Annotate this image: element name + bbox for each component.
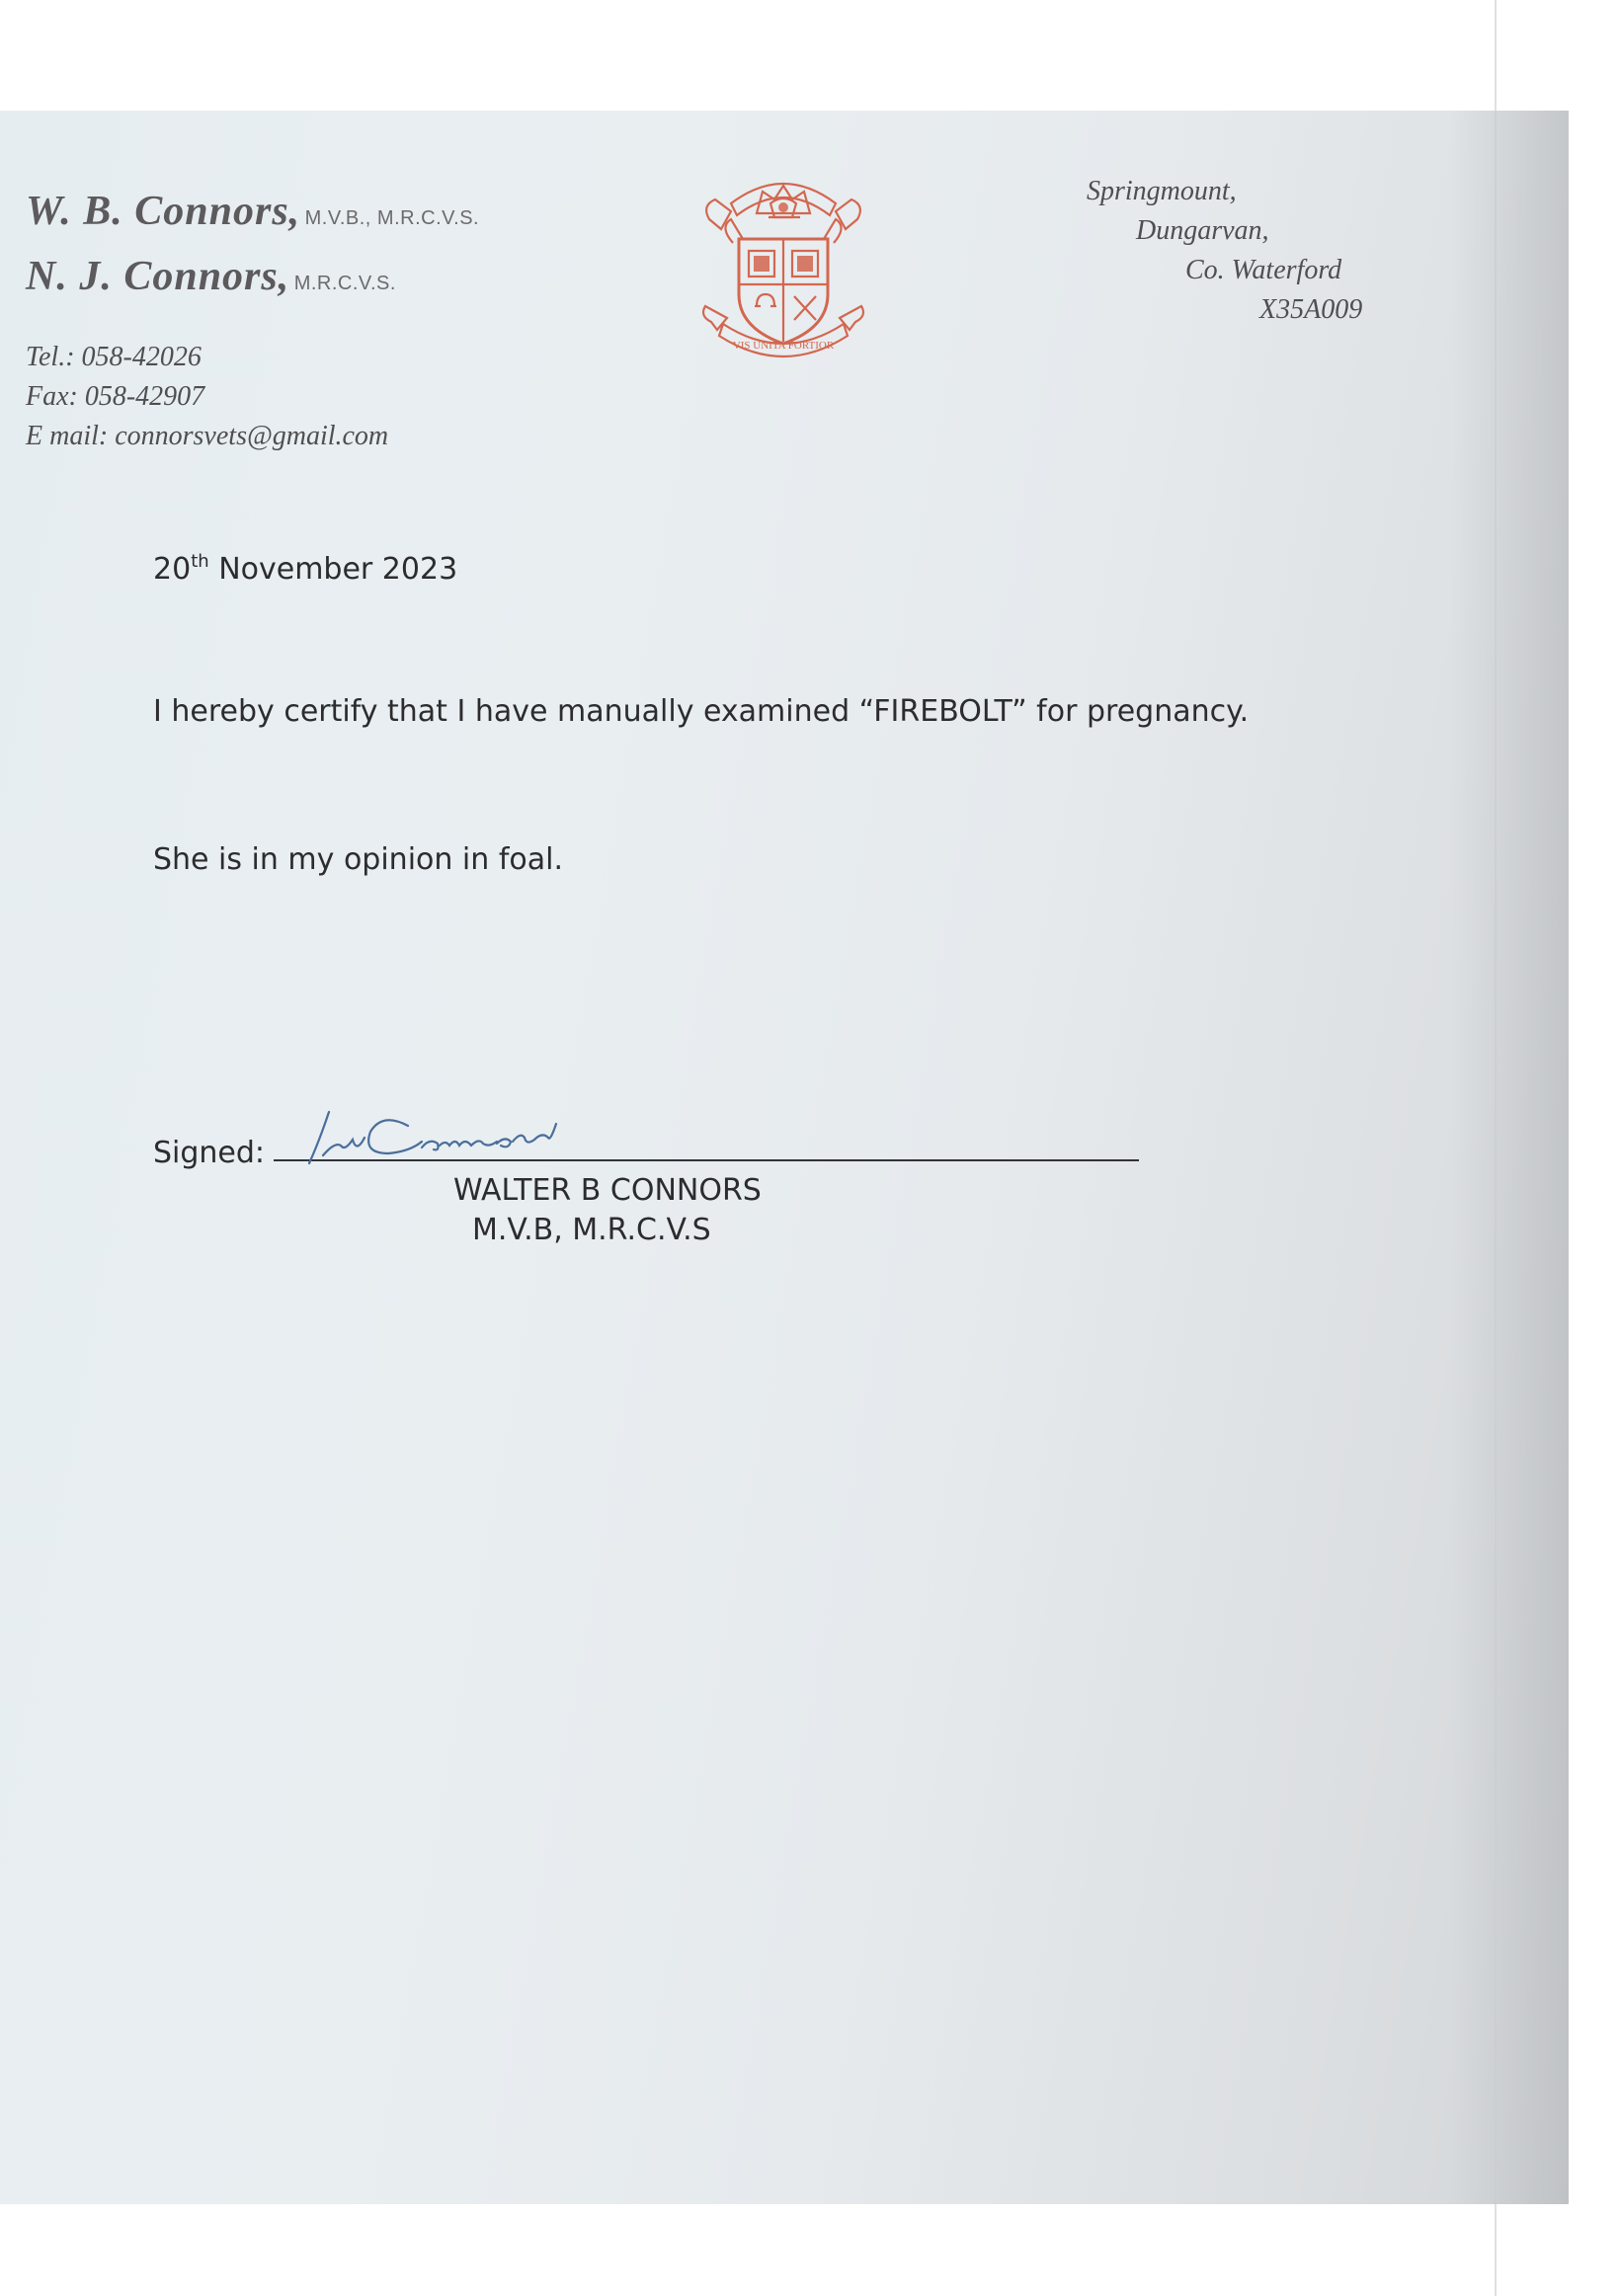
- date-month-year: November 2023: [218, 552, 458, 587]
- letter-date: [153, 551, 457, 587]
- opinion-statement: She is in my opinion in foal.: [153, 842, 563, 877]
- email-address: E mail: connorsvets@gmail.com: [26, 421, 389, 451]
- address-line: Springmount,: [1087, 176, 1237, 206]
- address-line: Dungarvan,: [1136, 215, 1269, 246]
- handwritten-signature: [301, 1102, 647, 1171]
- certification-statement: I hereby certify that I have manually examined “FIREBOLT” for pregnancy.: [153, 694, 1250, 729]
- partner-name: W. B. Connors,: [26, 189, 301, 234]
- signed-label: Signed:: [153, 1136, 266, 1170]
- partner-line: [26, 253, 479, 318]
- partner-line: [26, 188, 479, 253]
- signatory-name: WALTER B CONNORS: [453, 1173, 762, 1208]
- coat-of-arms-crest-icon: [672, 158, 895, 361]
- partner-qualifications: M.V.B., M.R.C.V.S.: [304, 207, 480, 229]
- partner-name: N. J. Connors,: [26, 254, 290, 299]
- signatory-qualifications: M.V.B, M.R.C.V.S: [472, 1213, 711, 1247]
- telephone-number: Tel.: 058-42026: [26, 342, 202, 372]
- scan-shadow: [1450, 111, 1569, 2204]
- crest-motto: VIS UNITA FORTIOR: [732, 340, 835, 352]
- practice-address: [1087, 176, 1620, 373]
- address-line: Co. Waterford: [1185, 255, 1342, 285]
- letterhead-partners: [26, 188, 479, 318]
- fax-number: Fax: 058-42907: [26, 381, 205, 412]
- address-line: X35A009: [1259, 294, 1363, 325]
- date-suffix: th: [191, 551, 209, 572]
- partner-qualifications: M.R.C.V.S.: [293, 273, 396, 294]
- date-day: 20: [153, 552, 192, 587]
- letterhead-contact: [26, 338, 388, 456]
